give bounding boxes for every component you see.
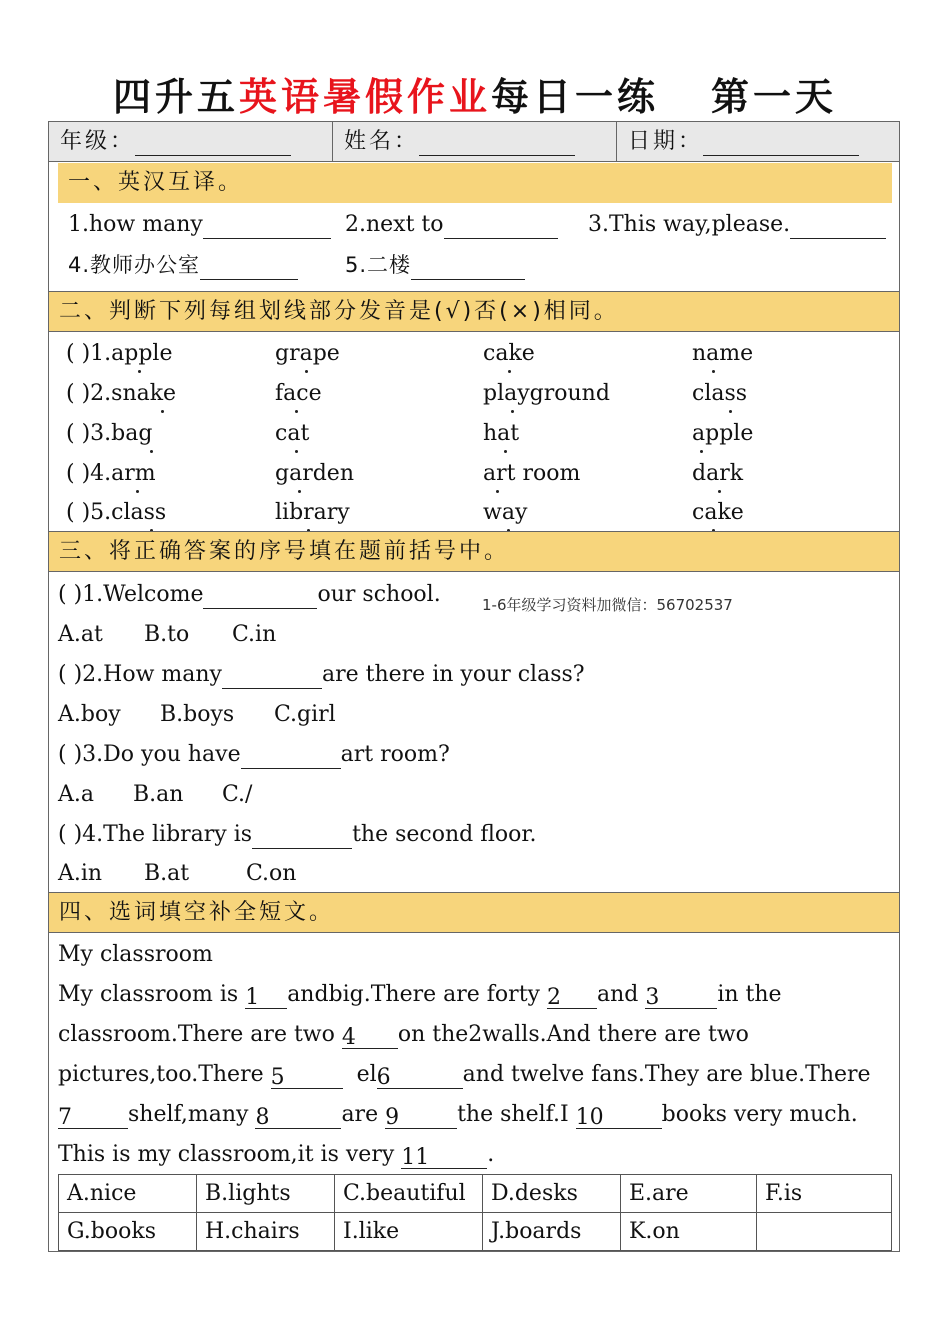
underline-dot (504, 450, 507, 453)
word-option[interactable]: E.are (621, 1175, 757, 1213)
section1-heading: 一、英汉互译。 (58, 163, 892, 203)
s2-row-5-no[interactable]: ( )5.class (66, 500, 167, 525)
s3-question-3[interactable]: ( )3.Do you have art room? (58, 742, 450, 767)
s2-row-4-no[interactable]: ( )4.arm (66, 461, 156, 486)
underline-dot (150, 450, 153, 453)
s3-q4-option-c[interactable]: C.on (246, 861, 297, 886)
underline-dot (138, 370, 141, 373)
blank-5[interactable]: 5 (271, 1064, 343, 1089)
underline-dot (700, 450, 703, 453)
section2-heading: 二、判断下列每组划线部分发音是(√)否(×)相同。 (49, 292, 899, 332)
word-bank-table (58, 1174, 892, 1251)
word-option[interactable]: D.desks (483, 1175, 621, 1213)
s2-row-4-w4: dark (692, 461, 744, 486)
s2-row-3-w4: apple (692, 421, 754, 446)
s2-row-1-w2: grape (275, 341, 340, 366)
s3-q4-option-b[interactable]: B.at (144, 861, 190, 886)
s3-q4-option-a[interactable]: A.in (58, 861, 103, 886)
blank-3[interactable]: 3 (645, 984, 717, 1009)
underline-dot (496, 490, 499, 493)
s2-row-5-w4: cake (692, 500, 744, 525)
title-part4: 第一天 (711, 75, 838, 119)
date-field[interactable]: 日期： (628, 128, 859, 156)
word-option[interactable]: I.like (335, 1213, 483, 1251)
s2-row-5-w2: library (275, 500, 350, 525)
title-part1: 四升五 (112, 75, 239, 119)
word-option[interactable]: B.lights (197, 1175, 335, 1213)
underline-dot (295, 410, 298, 413)
underline-dot (161, 410, 164, 413)
passage-line-4: 7 shelf,many 8 are 9 the shelf.I 10 books very much. (58, 1102, 858, 1130)
s3-q1-option-a[interactable]: A.at (58, 622, 103, 647)
blank-10[interactable]: 10 (576, 1104, 662, 1129)
s2-row-2-w2: face (275, 381, 322, 406)
divider (616, 122, 617, 162)
blank-9[interactable]: 9 (385, 1104, 457, 1129)
s2-row-4-w3: art room (483, 461, 581, 486)
blank-2[interactable]: 2 (547, 984, 597, 1009)
s3-question-1[interactable]: ( )1.Welcome our school. (58, 582, 441, 607)
s1-item-1[interactable]: 1.how many (68, 211, 331, 239)
s3-question-4[interactable]: ( )4.The library is the second floor. (58, 822, 537, 847)
word-option[interactable]: H.chairs (197, 1213, 335, 1251)
blank-8[interactable]: 8 (255, 1104, 341, 1129)
s3-q3-option-c[interactable]: C./ (222, 782, 253, 807)
underline-dot (712, 370, 715, 373)
passage-title: My classroom (58, 942, 213, 967)
passage-line-2: classroom.There are two 4 on the2walls.And there are two (58, 1022, 749, 1050)
table-row (59, 1175, 892, 1213)
word-option[interactable]: A.nice (59, 1175, 197, 1213)
title-part3: 每日一练 (491, 75, 660, 119)
title-part2: 英语暑假作业 (238, 75, 491, 119)
s3-q2-option-c[interactable]: C.girl (274, 702, 336, 727)
s2-row-1-w3: cake (483, 341, 535, 366)
passage-line-1: My classroom is 1 andbig.There are forty 2 and 3 in the (58, 982, 782, 1010)
s2-row-3-w3: hat (483, 421, 520, 446)
s3-q2-option-a[interactable]: A.boy (58, 702, 121, 727)
s2-row-1-no[interactable]: ( )1.apple (66, 341, 173, 366)
underline-dot (511, 410, 514, 413)
blank-7[interactable]: 7 (58, 1104, 128, 1129)
s3-q1-option-b[interactable]: B.to (144, 622, 190, 647)
underline-dot (298, 490, 301, 493)
s2-row-2-w3: playground (483, 381, 610, 406)
passage-line-5: This is my classroom,it is very 11 . (58, 1142, 495, 1170)
word-option[interactable]: F.is (757, 1175, 892, 1213)
section3-heading: 三、将正确答案的序号填在题前括号中。 (49, 532, 899, 572)
blank-4[interactable]: 4 (342, 1024, 398, 1049)
s2-row-1-w4: name (692, 341, 754, 366)
s2-row-3-w2: cat (275, 421, 310, 446)
s2-row-2-w4: class (692, 381, 748, 406)
s1-item-5[interactable]: 5.二楼 (345, 251, 525, 280)
grade-field[interactable]: 年级： (60, 128, 291, 156)
underline-dot (305, 370, 308, 373)
underline-dot (295, 450, 298, 453)
s1-item-2[interactable]: 2.next to (345, 211, 558, 239)
s3-q3-option-b[interactable]: B.an (133, 782, 184, 807)
word-option[interactable]: G.books (59, 1213, 197, 1251)
s2-row-3-no[interactable]: ( )3.bag (66, 421, 153, 446)
underline-dot (718, 490, 721, 493)
section4-heading: 四、选词填空补全短文。 (49, 893, 899, 933)
blank-6[interactable]: 6 (377, 1064, 463, 1089)
word-option[interactable]: J.boards (483, 1213, 621, 1251)
blank-1[interactable]: 1 (245, 984, 287, 1009)
watermark: 1-6年级学习资料加微信：56702537 (482, 596, 733, 614)
name-field[interactable]: 姓名： (344, 128, 575, 156)
underline-dot (729, 410, 732, 413)
page-title (0, 66, 950, 121)
underline-dot (508, 370, 511, 373)
divider (332, 122, 333, 162)
s3-q3-option-a[interactable]: A.a (58, 782, 94, 807)
underline-dot (136, 490, 139, 493)
word-option (757, 1213, 892, 1251)
s1-item-4[interactable]: 4.教师办公室 (68, 251, 298, 280)
s3-q2-option-b[interactable]: B.boys (160, 702, 235, 727)
s2-row-2-no[interactable]: ( )2.snake (66, 381, 177, 406)
s2-row-4-w2: garden (275, 461, 354, 486)
s1-item-3[interactable]: 3.This way,please. (588, 211, 886, 239)
word-option[interactable]: C.beautiful (335, 1175, 483, 1213)
passage-line-3: pictures,too.There 5 el6 and twelve fans.They are blue.There (58, 1062, 871, 1090)
word-option[interactable]: K.on (621, 1213, 757, 1251)
table-row (59, 1213, 892, 1251)
s2-row-5-w3: way (483, 500, 528, 525)
blank-11[interactable]: 11 (401, 1144, 487, 1169)
s3-question-2[interactable]: ( )2.How many are there in your class? (58, 662, 585, 687)
s3-q1-option-c[interactable]: C.in (232, 622, 277, 647)
